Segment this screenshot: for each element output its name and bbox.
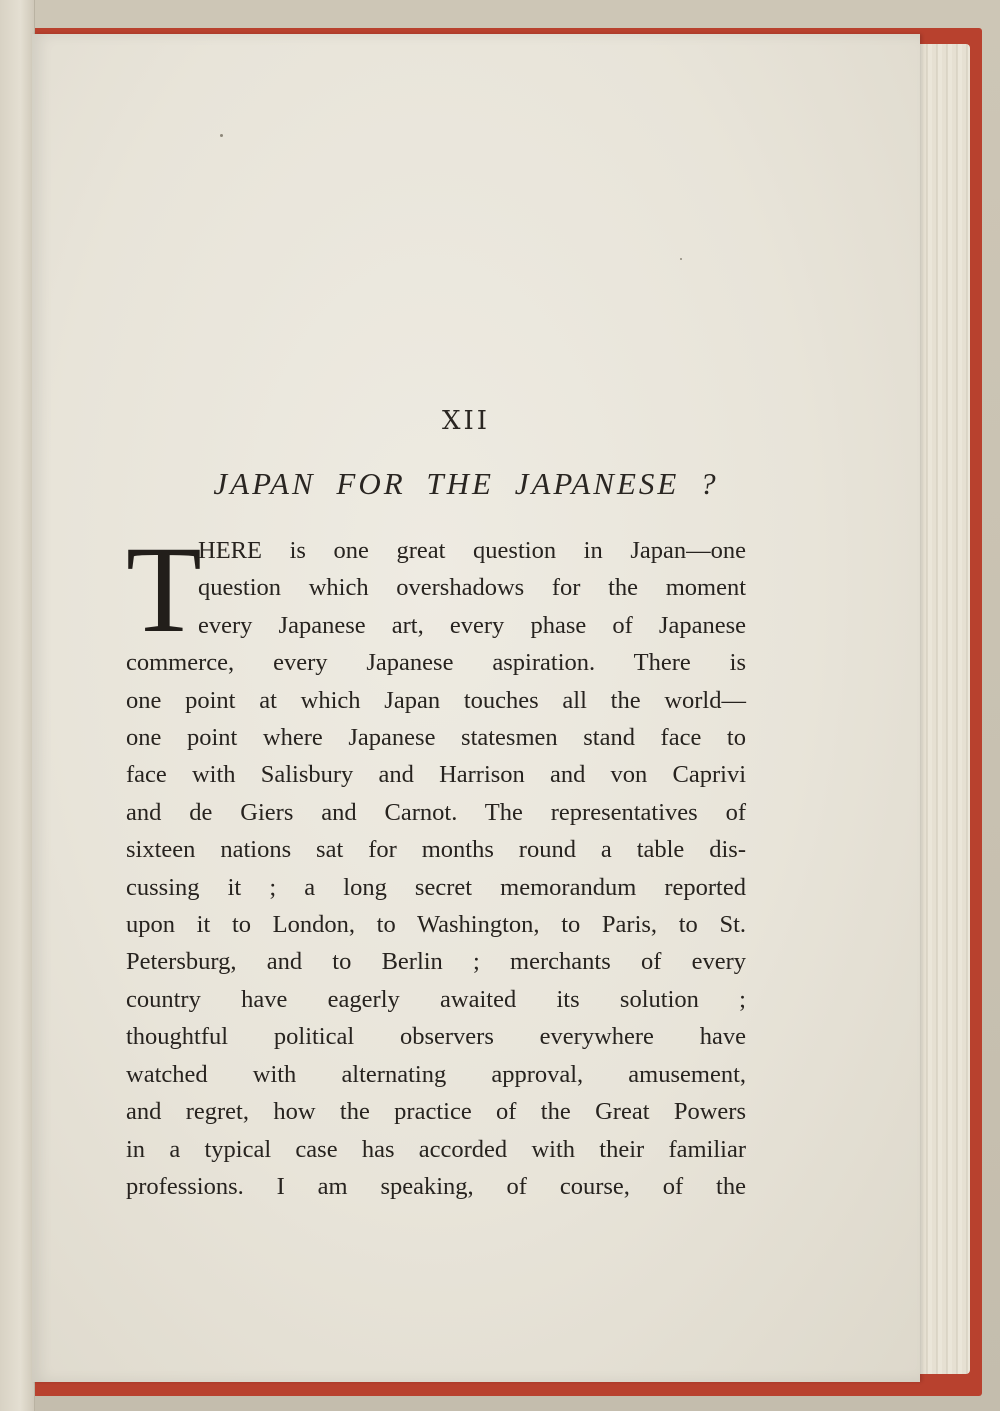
facing-page-edge bbox=[0, 0, 35, 1411]
text-line: thoughtful political observers everywhere have bbox=[126, 1023, 746, 1051]
text-line: in a typical case has accorded with their familiar bbox=[126, 1135, 746, 1163]
paper-speck bbox=[220, 134, 223, 137]
drop-cap: T bbox=[126, 521, 202, 658]
text-line: every Japanese art, every phase of Japanese bbox=[198, 611, 746, 639]
text-line: country have eagerly awaited its solution ; bbox=[126, 985, 746, 1013]
text-line: HERE is one great question in Japan—one bbox=[198, 537, 746, 564]
chapter-number: XII bbox=[441, 406, 491, 436]
text-line: and de Giers and Carnot. The representatives of bbox=[126, 798, 746, 826]
text-line: upon it to London, to Washington, to Paris, to St. bbox=[126, 911, 746, 939]
text-line: one point where Japanese statesmen stand face to bbox=[126, 724, 746, 752]
book-page bbox=[32, 34, 920, 1382]
text-line: question which overshadows for the moment bbox=[198, 574, 746, 602]
text-line: face with Salisbury and Harrison and von Caprivi bbox=[126, 761, 746, 789]
paper-speck bbox=[680, 258, 682, 260]
text-line: and regret, how the practice of the Great Powers bbox=[126, 1098, 746, 1126]
text-line: watched with alternating approval, amusement, bbox=[126, 1060, 746, 1088]
text-line: commerce, every Japanese aspiration. There is bbox=[126, 649, 746, 677]
text-line: cussing it ; a long secret memorandum reported bbox=[126, 873, 746, 901]
text-line: one point at which Japan touches all the world— bbox=[126, 686, 746, 714]
page-block-edges bbox=[912, 44, 970, 1374]
text-line: professions. I am speaking, of course, of the bbox=[126, 1172, 746, 1200]
chapter-body bbox=[126, 532, 746, 1205]
chapter-title: JAPAN FOR THE JAPANESE ? bbox=[213, 466, 719, 501]
text-line: sixteen nations sat for months round a table dis- bbox=[126, 836, 746, 864]
text-line: Petersburg, and to Berlin ; merchants of every bbox=[126, 948, 746, 976]
